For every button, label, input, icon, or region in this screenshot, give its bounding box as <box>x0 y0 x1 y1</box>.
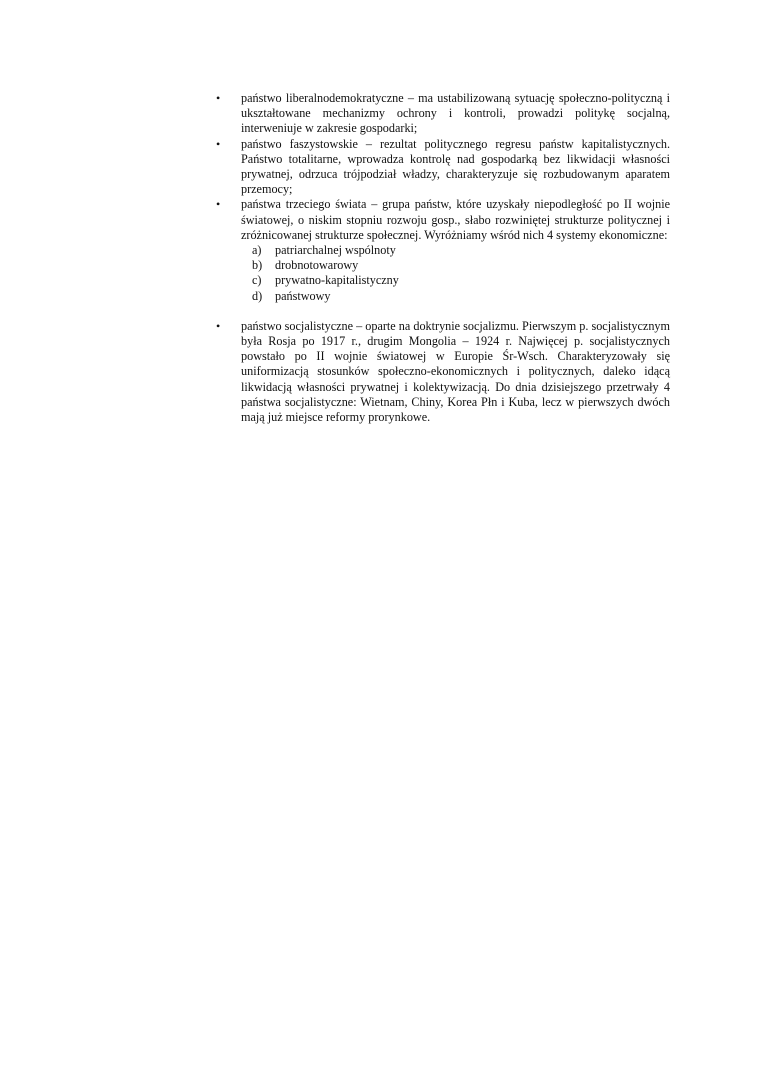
paragraph-gap <box>214 304 670 319</box>
list-item-body <box>241 197 670 303</box>
sub-item-marker: b) <box>252 258 263 273</box>
sub-item-text: drobnotowarowy <box>275 258 359 273</box>
list-item-third-world <box>214 197 670 303</box>
document-body <box>214 91 670 425</box>
sub-item-text: państwowy <box>275 288 331 303</box>
sub-item-a <box>241 243 670 258</box>
sub-item-b <box>241 258 670 273</box>
list-item-liberal-democratic <box>214 91 670 137</box>
bullet-icon: • <box>216 91 221 105</box>
list-item-text: państwo liberalnodemokratyczne – ma ustabilizowaną sytuację społeczno-polityczną i ukształtowane mechanizmy ochrony i kontroli, prowadzi politykę socjalną, interweniuje w zakresie gospodarki; <box>241 91 670 136</box>
sub-item-text: prywatno-kapitalistyczny <box>275 273 399 288</box>
list-item-text: państwo socjalistyczne – oparte na doktrynie socjalizmu. Pierwszym p. socjalistycznym była Rosja po 1917 r., drugim Mongolia – 1924 r. Najwięcej p. socjalistycznych powstało po II wojnie światowej w Europie Śr-Wsch. Charakteryzowały się uniformizacją stosunków społeczno-ekonomicznych i politycznych, daleko idącą likwidacją własności prywatnej i kolektywizacją. Do dnia dzisiejszego przetrwały 4 państwa socjalistyczne: Wietnam, Chiny, Korea Płn i Kuba, lecz w pierwszych dwóch mają już miejsce reformy prorynkowe. <box>241 318 670 425</box>
bullet-icon: • <box>216 318 221 333</box>
list-item-socialist <box>214 319 670 425</box>
sub-item-d <box>241 289 670 304</box>
economic-systems-list <box>241 243 670 304</box>
list-item-text: państwa trzeciego świata – grupa państw, które uzyskały niepodległość po II wojnie światowej, o niskim stopniu rozwoju gosp., słabo rozwiniętej strukturze politycznej i zróżnicowanej strukturze społecznej. Wyróżniamy wśród nich 4 systemy ekonomiczne: <box>241 197 670 242</box>
bullet-icon: • <box>216 197 221 212</box>
list-item-fascist <box>214 137 670 198</box>
bullet-icon: • <box>216 136 221 151</box>
sub-item-text: patriarchalnej wspólnoty <box>275 243 396 258</box>
sub-item-marker: d) <box>252 288 263 303</box>
sub-item-marker: c) <box>252 273 262 288</box>
list-item-text: państwo faszystowskie – rezultat politycznego regresu państw kapitalistycznych. Państwo totalitarne, wprowadza kontrolę nad gospodarką bez likwidacji własności prywatnej, odrzuca trójpodział władzy, charakteryzuje się rozbudowanym aparatem przemocy; <box>241 136 670 197</box>
sub-item-c <box>241 273 670 288</box>
sub-item-marker: a) <box>252 243 262 258</box>
